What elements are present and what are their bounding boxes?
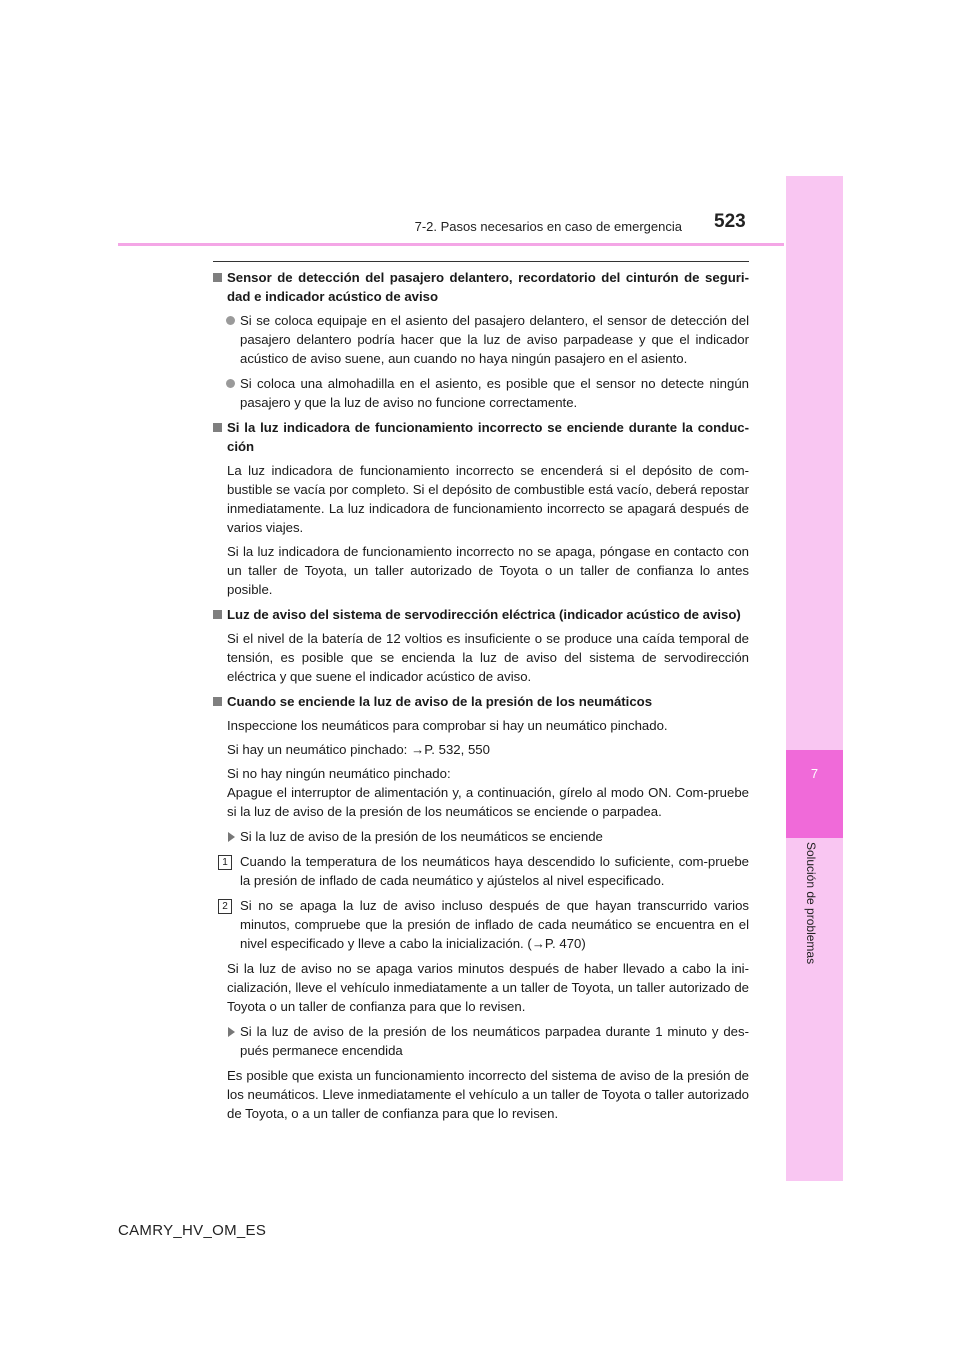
step-number-box: 1 xyxy=(218,855,232,870)
chapter-title: Solución de problemas xyxy=(804,842,818,965)
circle-bullet-icon xyxy=(226,316,235,325)
paragraph: Si la luz indicadora de funcionamiento incorrecto no se apaga, póngase en contacto con un taller de Toyota, un taller autorizado de Toyota o un taller de confianza lo antes posible. xyxy=(227,544,749,597)
paragraph: Es posible que exista un funcionamiento incorrecto del sistema de aviso de la presión de los neumáticos. Lleve inmediatamente el vehículo a un taller de Toyota o taller autorizado de Toyota, o a un taller de confianza para que lo revisen. xyxy=(227,1068,749,1121)
arrow-list-item: Si la luz de aviso de la presión de los neumáticos parpadea durante 1 minuto y des-pués permanece encendida xyxy=(213,1022,749,1060)
section-heading: Sensor de detección del pasajero delantero, recordatorio del cinturón de seguri-dad e indicador acústico de aviso xyxy=(213,268,749,306)
step-number-box: 2 xyxy=(218,899,232,914)
square-bullet-icon xyxy=(213,610,222,619)
list-item: Si coloca una almohadilla en el asiento, es posible que el sensor no detecte ningún pasajero y que la luz de aviso no funcione correctamente. xyxy=(213,374,749,412)
square-bullet-icon xyxy=(213,423,222,432)
triangle-arrow-icon xyxy=(228,1027,235,1037)
numbered-step: 2 Si no se apaga la luz de aviso incluso después de que hayan transcurrido varios minutos, compruebe que la presión de inflado de cada neumático se encuentra en el nivel especificado y lleve a cabo la inicialización. (→P. 470) xyxy=(213,896,749,953)
paragraph: La luz indicadora de funcionamiento incorrecto se encenderá si el depósito de com-bustible se vacía por completo. Si el depósito de combustible está vacío, deberá repostar inmediatamente. La luz indicadora de funcionamiento incorrecto se apagará después de varios viajes. xyxy=(227,463,749,535)
chapter-side-tab xyxy=(786,176,843,1181)
triangle-arrow-icon xyxy=(228,832,235,842)
header-section-title: 7-2. Pasos necesarios en caso de emergencia xyxy=(414,219,682,234)
paragraph: Si no hay ningún neumático pinchado: xyxy=(227,766,451,781)
page-number: 523 xyxy=(714,211,746,232)
page-content xyxy=(213,268,749,1123)
content-top-rule xyxy=(213,261,749,262)
chapter-number: 7 xyxy=(810,766,819,781)
header-rule xyxy=(118,243,784,246)
numbered-step: 1 Cuando la temperatura de los neumáticos haya descendido lo suficiente, com-pruebe la presión de inflado de cada neumático y ajústelos al nivel especificado. xyxy=(213,852,749,890)
paragraph: Si el nivel de la batería de 12 voltios es insuficiente o se produce una caída temporal de tensión, es posible que se encienda la luz de aviso del sistema de servodirección eléctrica y que suene el indicador acústico de aviso. xyxy=(227,631,749,684)
circle-bullet-icon xyxy=(226,379,235,388)
chapter-tab-active[interactable] xyxy=(786,750,843,838)
section-heading: Si la luz indicadora de funcionamiento incorrecto se enciende durante la conduc-ción xyxy=(213,418,749,456)
page-reference-paragraph: Si hay un neumático pinchado: →P. 532, 550 xyxy=(227,742,490,757)
square-bullet-icon xyxy=(213,697,222,706)
paragraph: Inspeccione los neumáticos para comprobar si hay un neumático pinchado. xyxy=(227,718,668,733)
list-item: Si se coloca equipaje en el asiento del pasajero delantero, el sensor de detección del pasajero delantero podría hacer que la luz de aviso parpadease y que el indicador acústico de aviso suene, aun cuando no haya ningún pasajero en el asiento. xyxy=(213,311,749,368)
section-heading: Luz de aviso del sistema de servodirección eléctrica (indicador acústico de aviso) xyxy=(213,605,749,624)
section-heading: Cuando se enciende la luz de aviso de la presión de los neumáticos xyxy=(213,692,749,711)
paragraph: Apague el interruptor de alimentación y, a continuación, gírelo al modo ON. Com-pruebe si la luz de aviso de la presión de los neumáticos se enciende o parpadea. xyxy=(227,785,749,819)
paragraph: Si la luz de aviso no se apaga varios minutos después de haber llevado a cabo la ini-cialización, lleve el vehículo inmediatamente a un taller de Toyota, un taller autorizado de Toyota o un taller de confianza para que lo revisen. xyxy=(227,961,749,1014)
document-code: CAMRY_HV_OM_ES xyxy=(118,1222,267,1239)
square-bullet-icon xyxy=(213,273,222,282)
arrow-list-item: Si la luz de aviso de la presión de los neumáticos se enciende xyxy=(213,827,749,846)
